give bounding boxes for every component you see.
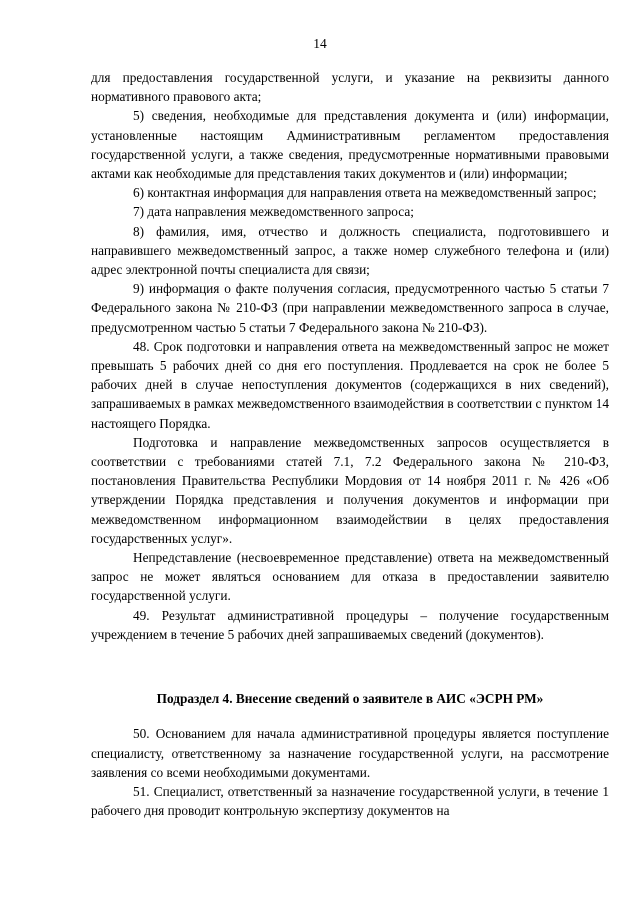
page-number: 14	[313, 36, 327, 51]
paragraph: для предоставления государственной услуги, и указание на реквизиты данного нормативного правового акта;	[91, 70, 609, 105]
paragraph: 7) дата направления межведомственного запроса;	[133, 204, 414, 220]
subsection-heading: Подраздел 4. Внесение сведений о заявителе в АИС «ЭСРН РМ»	[156, 691, 544, 707]
paragraph: 5) сведения, необходимые для представления документа и (или) информации, установленные настоящим Административным регламентом предоставления государственной услуги, а также сведения, предусмотренные нормативными правовыми актами как необходимые для представления таких документов и (или) информации;	[91, 108, 609, 182]
paragraph: 51. Специалист, ответственный за назначение государственной услуги, в течение 1 рабочего дня проводит контрольную экспертизу документов на	[91, 783, 609, 819]
document-body	[91, 68, 609, 820]
paragraph: 6) контактная информация для направления ответа на межведомственный запрос;	[133, 185, 597, 201]
paragraph: 9) информация о факте получения согласия, предусмотренного частью 5 статьи 7 Федерального закона № 210-ФЗ (при направлении межведомственного запроса в случае, предусмотренном частью 5 статьи 7 Федерального закона № 210-ФЗ).	[91, 281, 609, 335]
paragraph: 48. Срок подготовки и направления ответа на межведомственный запрос не может превышать 5 рабочих дней со дня его поступления. Продлевается на срок не более 5 рабочих дней в случае непоступления документов (содержащихся в них сведений), запрашиваемых в рамках межведомственного взаимодействия в соответствии с пунктом 14 настоящего Порядка.	[91, 338, 609, 431]
paragraph: 50. Основанием для начала административной процедуры является поступление специалисту, ответственному за назначение государственной услуги, на рассмотрение заявления со всеми необходимыми документами.	[91, 726, 609, 780]
paragraph: Непредставление (несвоевременное представление) ответа на межведомственный запрос не может являться основанием для отказа в предоставлении заявителю государственной услуги.	[91, 550, 609, 604]
paragraph: 8) фамилия, имя, отчество и должность специалиста, подготовившего и направившего межведомственный запрос, а также номер служебного телефона и (или) адрес электронной почты специалиста для связи;	[91, 223, 609, 278]
paragraph: 49. Результат административной процедуры – получение государственным учреждением в течение 5 рабочих дней запрашиваемых сведений (документов).	[91, 607, 609, 642]
spacer	[91, 708, 609, 724]
spacer	[91, 644, 609, 689]
paragraph: Подготовка и направление межведомственных запросов осуществляется в соответствии с требованиями статей 7.1, 7.2 Федерального закона № 210-ФЗ, постановления Правительства Республики Мордовия от 14 ноября 2011 г. № 426 «Об утверждении Порядка представления и получения документов и информации при межведомственном информационном взаимодействии в целях предоставления государственных услуг».	[91, 434, 609, 546]
